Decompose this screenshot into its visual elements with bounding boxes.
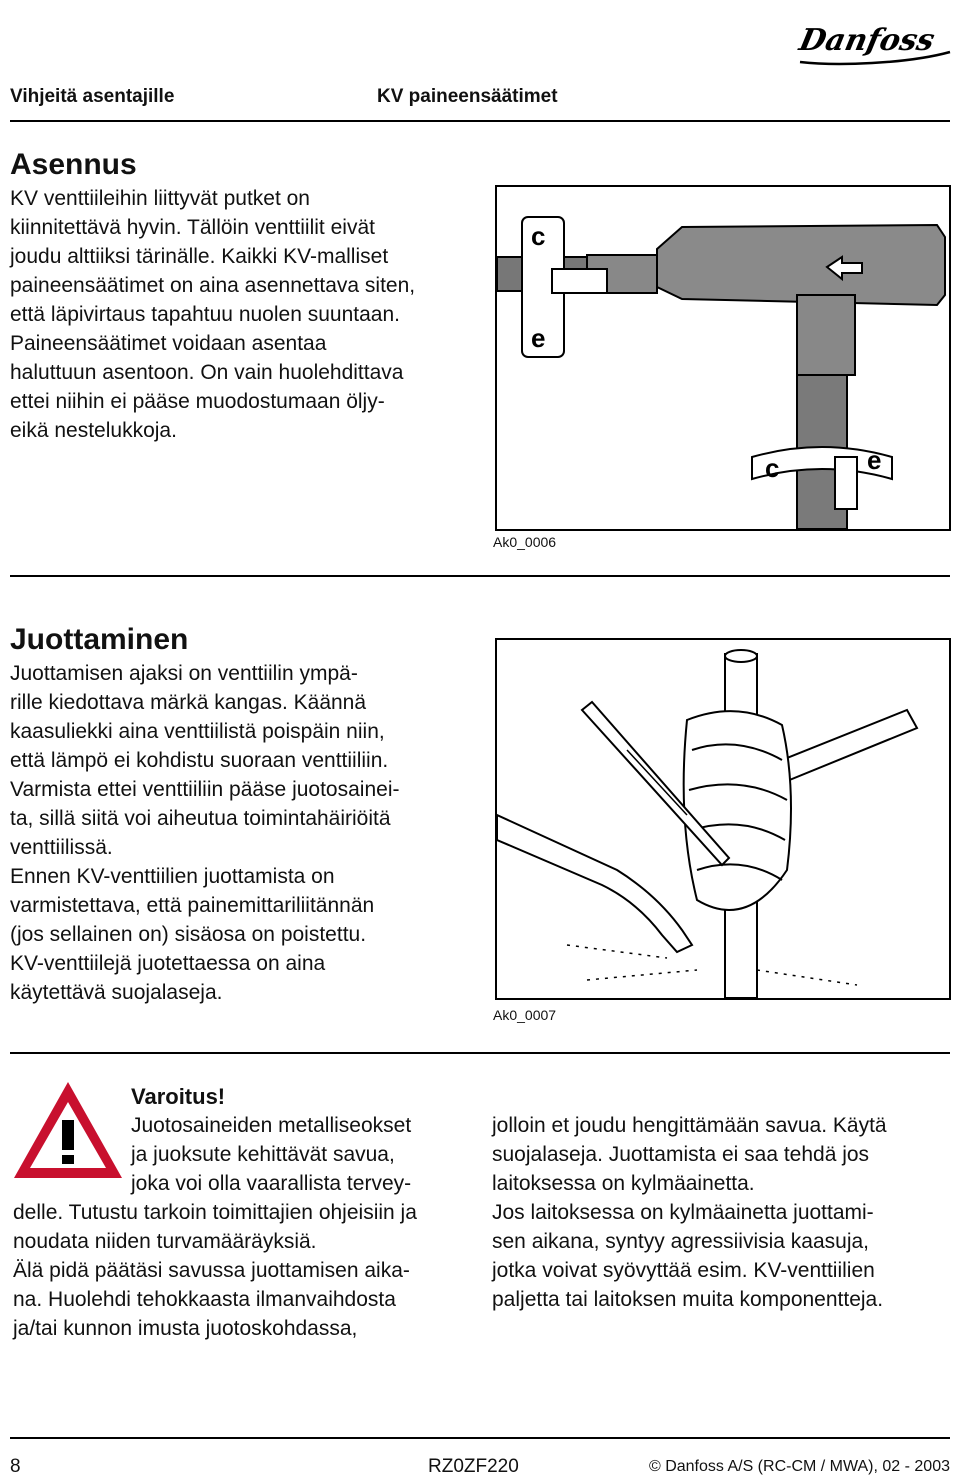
warning-right-line: jotka voivat syövyttää esim. KV-venttiilien: [492, 1259, 875, 1282]
juottaminen-line: kaasuliekki aina venttiilistä poispäin niin,: [10, 720, 385, 743]
juottaminen-line: (jos sellainen on) sisäosa on poistettu.: [10, 923, 367, 946]
header-left-title: Vihjeitä asentajille: [10, 86, 175, 107]
danfoss-logo: [796, 12, 954, 68]
warning-right-line: jolloin et joudu hengittämään savua. Käytä: [492, 1114, 887, 1137]
figure-caption-ak0-0007: Ak0_0007: [493, 1007, 557, 1023]
juottaminen-line: KV-venttiilejä juotettaessa on aina: [10, 952, 326, 975]
figure-caption-ak0-0006: Ak0_0006: [493, 534, 557, 550]
figure-valve-mounting: [495, 185, 951, 531]
juottaminen-line: varmistettava, että painemittariliitännän: [10, 894, 375, 917]
asennus-line: Paineensäätimet voidaan asentaa: [10, 332, 327, 355]
juottaminen-line: venttiilissä.: [10, 836, 113, 859]
svg-text:e: e: [531, 323, 546, 353]
page-number: 8: [10, 1456, 21, 1477]
heading-asennus: Asennus: [10, 148, 137, 181]
asennus-line: että läpivirtaus tapahtuu nuolen suuntaan.: [10, 303, 400, 326]
figure-brazing: [495, 638, 951, 1000]
warning-title: Varoitus!: [131, 1084, 226, 1109]
warning-right-line: laitoksessa on kylmäainetta.: [492, 1172, 755, 1195]
juottaminen-line: että lämpö ei kohdistu suoraan venttiiliin.: [10, 749, 389, 772]
juottaminen-line: ta, sillä siitä voi aiheutua toimintahäiriöitä: [10, 807, 391, 830]
warning-intro-line: ja juoksute kehittävät savua,: [131, 1143, 395, 1166]
warning-intro-line: joka voi olla vaarallista tervey-: [131, 1172, 412, 1195]
asennus-line: eikä nestelukkoja.: [10, 419, 177, 442]
warning-body-text: [13, 1198, 483, 1343]
warning-body-line: noudata niiden turvamääräyksiä.: [13, 1230, 317, 1253]
section-rule-1: [10, 575, 950, 577]
warning-intro-line: Juotosaineiden metalliseokset: [131, 1114, 412, 1137]
juottaminen-line: Juottamisen ajaksi on venttiilin ympä-: [10, 662, 358, 685]
warning-intro-text: [131, 1111, 471, 1198]
asennus-line: ettei niihin ei pääse muodostumaan öljy-: [10, 390, 385, 413]
juottaminen-line: Ennen KV-venttiilien juottamista on: [10, 865, 335, 888]
asennus-line: KV venttiileihin liittyvät putket on: [10, 187, 310, 210]
warning-right-line: Jos laitoksessa on kylmäainetta juottami-: [492, 1201, 874, 1224]
footer-rule: [10, 1437, 950, 1439]
juottaminen-line: Varmista ettei venttiiliin pääse juotosainei-: [10, 778, 400, 801]
asennus-line: paineensäätimet on aina asennettava siten,: [10, 274, 416, 297]
svg-text:c: c: [765, 453, 780, 483]
svg-text:Danfoss: Danfoss: [796, 23, 938, 58]
warning-right-line: sen aikana, syntyy agressiivisia kaasuja,: [492, 1230, 870, 1253]
juottaminen-paragraph: [10, 659, 480, 1007]
asennus-line: kiinnitettävä hyvin. Tällöin venttiilit eivät: [10, 216, 375, 239]
heading-juottaminen: Juottaminen: [10, 623, 189, 656]
section-rule-2: [10, 1052, 950, 1054]
warning-right-column-text: [492, 1111, 952, 1314]
header-center-title: KV paineensäätimet: [377, 86, 558, 107]
asennus-line: joudu alttiiksi tärinälle. Kaikki KV-malliset: [10, 245, 389, 268]
document-code: RZ0ZF220: [428, 1456, 519, 1477]
warning-right-line: suojalaseja. Juottamista ei saa tehdä jos: [492, 1143, 870, 1166]
warning-body-line: na. Huolehdi tehokkaasta ilmanvaihdosta: [13, 1288, 396, 1311]
copyright-notice: © Danfoss A/S (RC-CM / MWA), 02 - 2003: [648, 1458, 950, 1475]
juottaminen-line: käytettävä suojalaseja.: [10, 981, 223, 1004]
warning-right-line: paljetta tai laitoksen muita komponentteja.: [492, 1288, 884, 1311]
svg-text:c: c: [531, 221, 546, 251]
juottaminen-line: rille kiedottava märkä kangas. Käännä: [10, 691, 367, 714]
svg-text:e: e: [867, 445, 882, 475]
warning-body-line: ja/tai kunnon imusta juotoskohdassa,: [13, 1317, 358, 1340]
asennus-line: haluttuun asentoon. On vain huolehdittava: [10, 361, 404, 384]
warning-triangle-icon: [12, 1080, 124, 1180]
warning-body-line: Älä pidä päätäsi savussa juottamisen aika-: [13, 1259, 410, 1282]
warning-body-line: delle. Tutustu tarkoin toimittajien ohjeisiin ja: [13, 1201, 417, 1224]
asennus-paragraph: [10, 184, 480, 445]
header-rule: [10, 120, 950, 122]
